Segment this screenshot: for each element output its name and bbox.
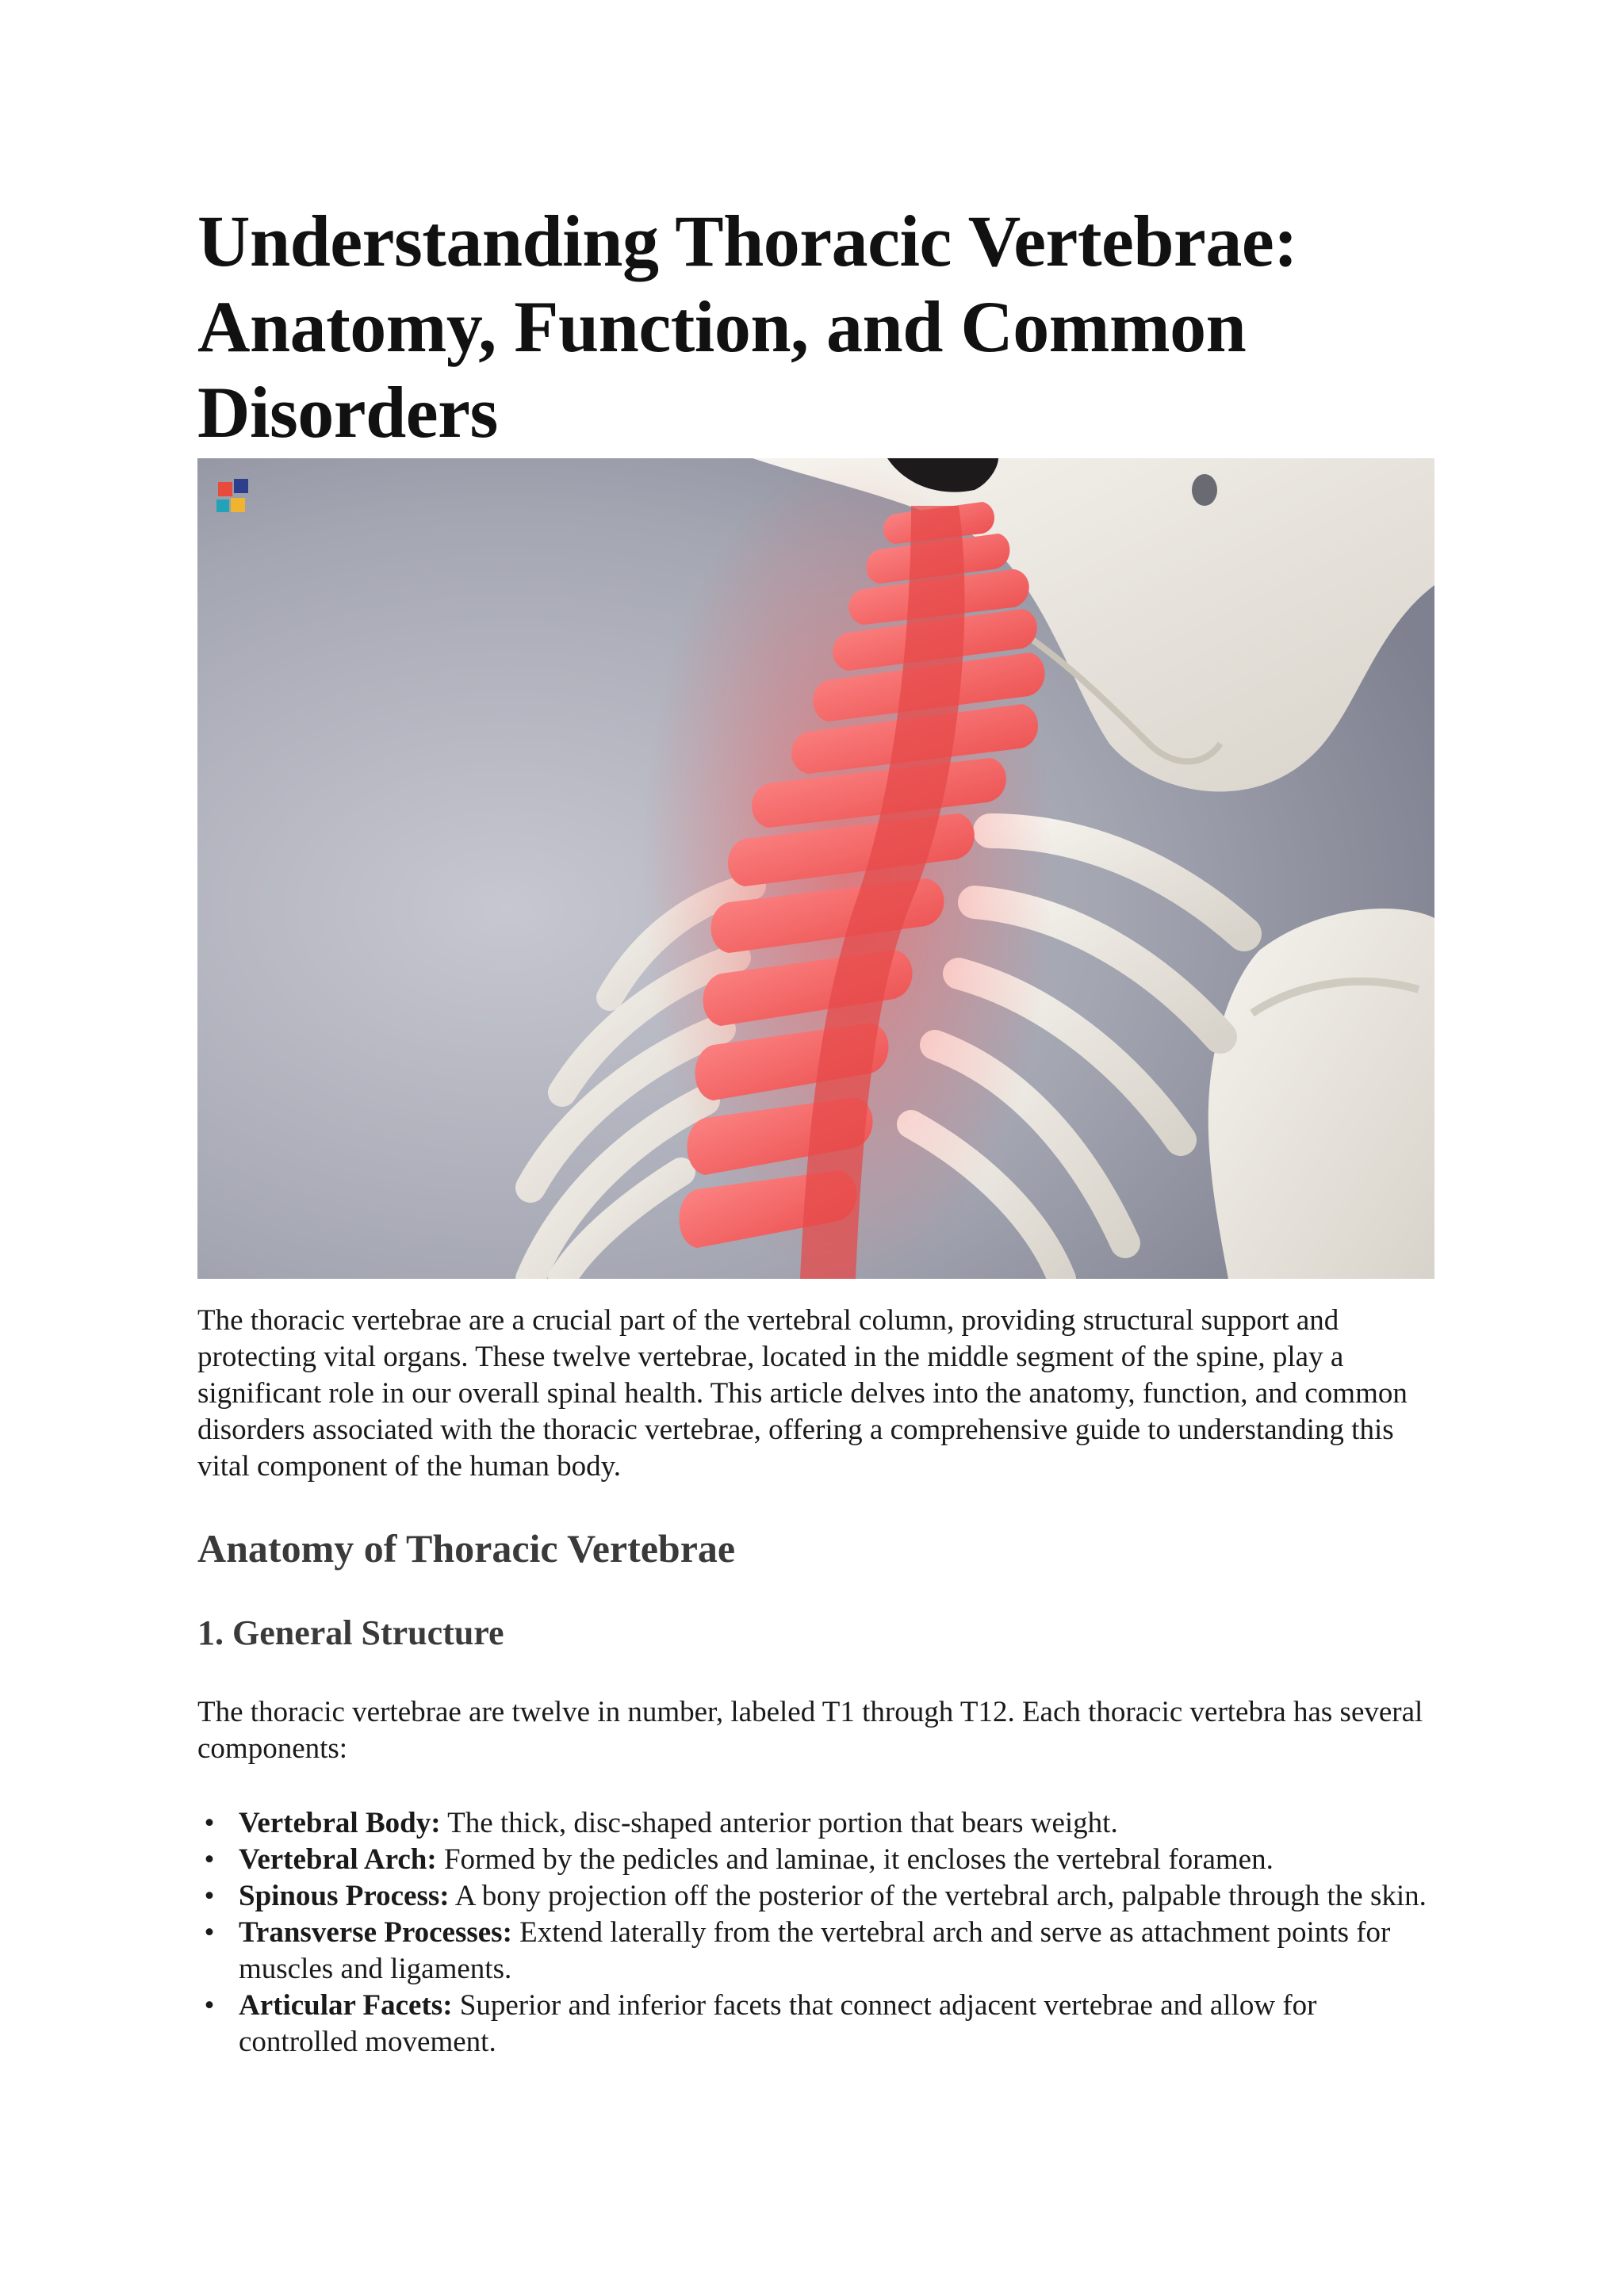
article-title: Understanding Thoracic Vertebrae: Anatomy, Function, and Common Disorders	[197, 201, 1298, 453]
list-item	[204, 1988, 1434, 2061]
bullet-icon: •	[204, 1989, 215, 2022]
skeleton-spine-illustration	[197, 458, 1434, 1279]
list-item	[204, 1915, 1434, 1988]
component-description: A bony projection off the posterior of the vertebral arch, palpable through the skin.	[449, 1880, 1427, 1912]
component-description: The thick, disc-shaped anterior portion that bears weight.	[440, 1807, 1118, 1839]
list-item	[204, 1842, 1434, 1878]
component-term: Transverse Processes:	[239, 1916, 512, 1949]
subsection-heading: 1. General Structure	[197, 1613, 504, 1652]
bullet-icon: •	[204, 1843, 215, 1876]
component-term: Spinous Process:	[239, 1880, 450, 1912]
structure-paragraph: The thoracic vertebrae are twelve in number, labeled T1 through T12. Each thoracic vertebra has several components:	[197, 1696, 1423, 1765]
bullet-icon: •	[204, 1807, 215, 1839]
component-term: Vertebral Arch:	[239, 1843, 437, 1876]
hero-image	[197, 458, 1434, 1279]
component-description: Superior and inferior facets that connect adjacent vertebrae and allow for controlled movement.	[239, 1989, 1317, 2058]
bullet-icon: •	[204, 1916, 215, 1949]
brand-logo-icon	[213, 474, 264, 525]
article	[197, 198, 1434, 2061]
component-description: Formed by the pedicles and laminae, it encloses the vertebral foramen.	[436, 1843, 1274, 1876]
list-item	[204, 1805, 1434, 1842]
components-list	[197, 1805, 1434, 2061]
bullet-icon: •	[204, 1880, 215, 1912]
component-description: Extend laterally from the vertebral arch and serve as attachment points for muscles and ligaments.	[239, 1916, 1391, 1985]
component-term: Articular Facets:	[239, 1989, 453, 2022]
list-item	[204, 1878, 1434, 1915]
intro-paragraph: The thoracic vertebrae are a crucial part of the vertebral column, providing structural support and protecting vital organs. These twelve vertebrae, located in the middle segment of the spine, play a significant role in our overall spinal health. This article delves into the anatomy, function, and common disorders associated with the thoracic vertebrae, offering a comprehensive guide to understanding this vital component of the human body.	[197, 1304, 1408, 1483]
section-heading: Anatomy of Thoracic Vertebrae	[197, 1526, 736, 1571]
component-term: Vertebral Body:	[239, 1807, 441, 1839]
